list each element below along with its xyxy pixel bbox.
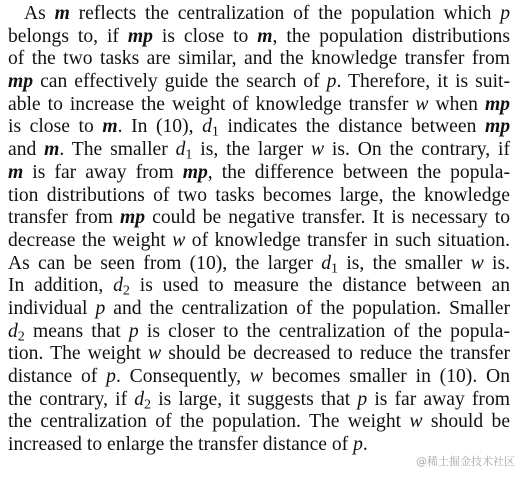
- text-run: should be decreased to reduce the transfer: [161, 343, 510, 365]
- italic-variable: p: [357, 388, 368, 410]
- paper-page: [8, 3, 510, 457]
- text-run: is.: [483, 252, 511, 274]
- italic-variable: d: [8, 320, 18, 342]
- text-line: [8, 230, 510, 253]
- text-run: is far away from: [367, 388, 510, 410]
- text-run: is, the larger: [192, 139, 312, 161]
- text-run: becomes smaller in (10). On: [262, 366, 510, 387]
- text-line: [8, 207, 510, 230]
- text-line: [8, 411, 510, 434]
- bold-italic-symbol: mp: [120, 207, 146, 229]
- italic-variable: p: [128, 320, 139, 342]
- italic-variable: w: [249, 366, 263, 387]
- text-run: . In (10),: [117, 116, 203, 138]
- italic-variable: w: [311, 139, 325, 161]
- bold-italic-symbol: m: [54, 3, 70, 24]
- text-run: is, the smaller: [338, 252, 471, 274]
- text-run: can effectively guide the search of: [33, 71, 327, 93]
- italic-variable: w: [148, 343, 162, 365]
- italic-variable: p: [353, 434, 363, 456]
- text-run: . Therefore, it is suit-: [336, 71, 510, 93]
- bold-italic-symbol: mp: [127, 25, 153, 47]
- text-run: able to increase the weight of knowledge transfer: [8, 93, 416, 115]
- text-run: As can be seen from (10), the larger: [8, 252, 322, 274]
- italic-variable: p: [326, 71, 337, 93]
- italic-variable: d: [321, 252, 332, 274]
- text-run: , the population distributions: [272, 25, 510, 47]
- italic-variable: d: [113, 275, 123, 297]
- text-line: [8, 139, 510, 162]
- text-run: distance of: [8, 366, 107, 387]
- text-run: .: [362, 434, 368, 456]
- bold-italic-symbol: mp: [484, 116, 510, 138]
- text-run: . The smaller: [59, 139, 176, 161]
- text-line: [8, 94, 510, 117]
- text-run: when: [428, 93, 485, 115]
- text-run: is used to measure the distance between an: [129, 275, 510, 297]
- bold-italic-symbol: m: [257, 25, 273, 47]
- text-line: [8, 71, 510, 94]
- text-line: [8, 366, 510, 389]
- text-run: and: [8, 139, 45, 161]
- italic-variable: w: [172, 229, 186, 251]
- text-run: , the difference between the popula-: [207, 161, 510, 183]
- italic-variable: p: [95, 297, 106, 319]
- bold-italic-symbol: m: [102, 116, 118, 138]
- text-run: is closer to the centralization of the popula-: [138, 320, 510, 342]
- text-line: [8, 3, 510, 26]
- text-line: [8, 162, 510, 185]
- italic-variable: w: [409, 411, 423, 433]
- body-paragraph: [8, 3, 510, 457]
- text-run: decrease the weight: [8, 229, 173, 251]
- text-line: [8, 48, 510, 71]
- text-run: is close to: [152, 25, 258, 47]
- text-run: individual: [8, 297, 96, 319]
- text-run: . Consequently,: [115, 366, 250, 387]
- text-run: could be negative transfer. It is necessary to: [145, 207, 510, 229]
- text-run: of the two tasks are similar, and the knowledge transfer from: [8, 48, 510, 70]
- italic-variable: d: [134, 388, 145, 410]
- text-run: As: [24, 3, 55, 24]
- italic-variable: d: [175, 139, 186, 161]
- text-line: [8, 116, 510, 139]
- bold-italic-symbol: mp: [8, 71, 34, 93]
- subscript-index: 1: [211, 123, 219, 140]
- text-line: [8, 253, 510, 276]
- text-run: is. On the contrary, if: [324, 139, 510, 161]
- watermark: @稀土掘金技术社区: [416, 455, 515, 468]
- italic-variable: p: [500, 3, 510, 24]
- text-run: indicates the distance between: [218, 116, 485, 138]
- text-line: [8, 185, 510, 208]
- text-line: [8, 298, 510, 321]
- italic-variable: w: [470, 252, 484, 274]
- text-run: reflects the centralization of the population which: [69, 3, 501, 24]
- subscript-index: 2: [122, 282, 130, 299]
- subscript-index: 1: [331, 260, 339, 277]
- bold-italic-symbol: mp: [182, 161, 208, 183]
- text-line: [8, 321, 510, 344]
- text-line: [8, 275, 510, 298]
- text-run: is large, it suggests that: [151, 388, 358, 410]
- text-run: transfer from: [8, 207, 121, 229]
- text-run: is close to: [8, 116, 103, 138]
- text-run: the centralization of the population. The weight: [8, 411, 410, 433]
- text-run: means that: [24, 320, 129, 342]
- text-line: [8, 343, 510, 366]
- bold-italic-symbol: m: [44, 139, 60, 161]
- text-line: [8, 389, 510, 412]
- subscript-index: 1: [185, 146, 193, 163]
- italic-variable: w: [415, 93, 429, 115]
- text-run: increased to enlarge the transfer distance of: [8, 434, 354, 456]
- text-line: [8, 26, 510, 49]
- subscript-index: 2: [144, 396, 152, 413]
- text-run: In addition,: [8, 275, 114, 297]
- bold-italic-symbol: m: [8, 161, 24, 183]
- bold-italic-symbol: mp: [484, 93, 510, 115]
- text-run: of knowledge transfer in such situation.: [185, 229, 511, 251]
- text-run: and the centralization of the population. Smaller: [105, 297, 511, 319]
- text-run: belongs to, if: [8, 25, 128, 47]
- italic-variable: p: [106, 366, 116, 387]
- subscript-index: 2: [17, 328, 25, 345]
- text-run: tion distributions of two tasks becomes large, the knowledge: [8, 184, 510, 206]
- italic-variable: d: [202, 116, 212, 138]
- text-run: the contrary, if: [8, 388, 135, 410]
- text-run: tion. The weight: [8, 343, 149, 365]
- text-run: should be: [422, 411, 511, 433]
- text-run: is far away from: [23, 161, 183, 183]
